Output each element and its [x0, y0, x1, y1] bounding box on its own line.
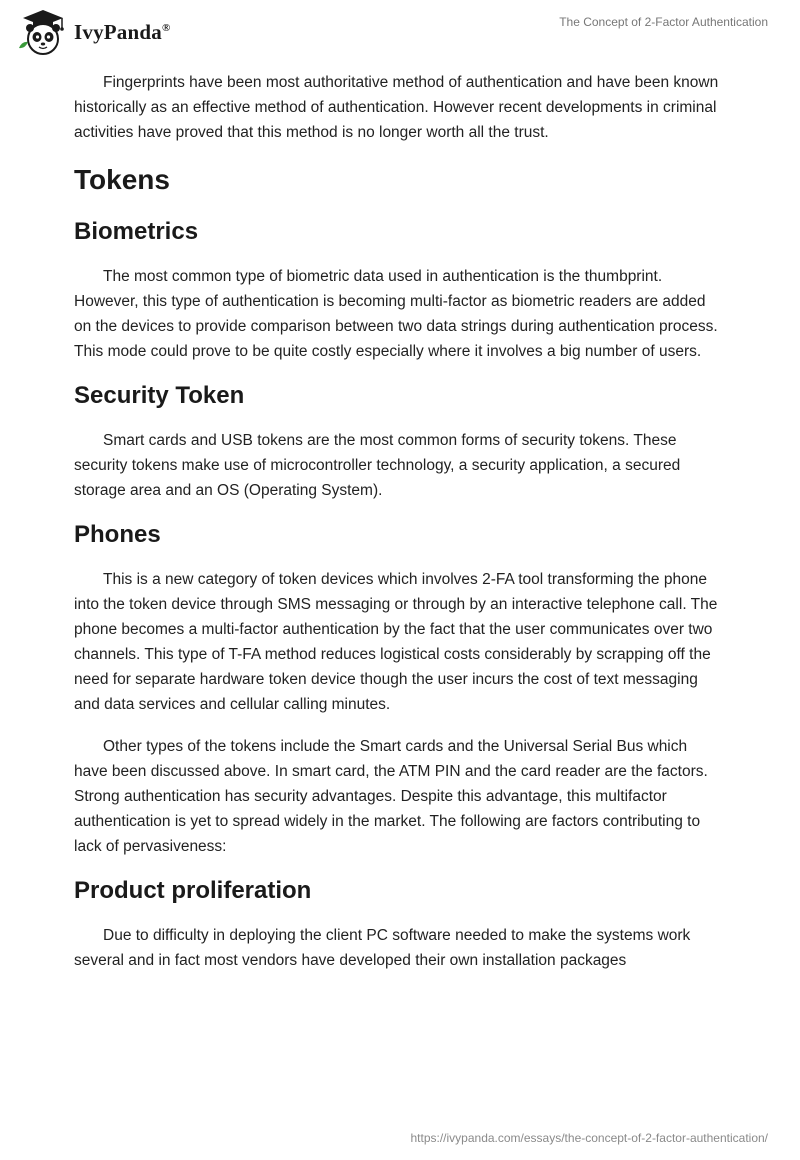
paragraph-product-proliferation: Due to difficulty in deploying the client PC software needed to make the systems work several and in fact most vendors have developed their own installation packages [74, 927, 691, 969]
paragraph-biometrics: The most common type of biometric data used in authentication is the thumbprint. However, this type of authentication is becoming multi-factor as biometric readers are added on the devices to provide comparison between two data strings during authentication process. This mode could prove to be quite costly especially where it involves a big number of users. [74, 268, 718, 360]
brand-name: IvyPanda® [74, 19, 171, 44]
heading-biometrics: Biometrics [74, 218, 199, 245]
essay-body [74, 70, 724, 990]
panda-graduate-icon [16, 8, 70, 56]
heading-tokens: Tokens [74, 164, 170, 195]
paragraph-security-token: Smart cards and USB tokens are the most common forms of security tokens. These security tokens make use of microcontroller technology, a security application, a secured storage area and an OS (Operating System). [74, 432, 681, 499]
paragraph-other-tokens: Other types of the tokens include the Smart cards and the Universal Serial Bus which have been discussed above. In smart card, the ATM PIN and the card reader are the factors. Strong authentication has security advantages. Despite this advantage, this multifactor authentication is yet to spread widely in the market. The following are factors contributing to lack of pervasiveness: [74, 738, 708, 855]
heading-product-proliferation: Product proliferation [74, 877, 312, 904]
paragraph-fingerprints: Fingerprints have been most authoritative method of authentication and have been known historically as an effective method of authentication. However recent developments in criminal activities have proved that this method is no longer worth all the trust. [74, 74, 719, 141]
paragraph-phones: This is a new category of token devices which involves 2-FA tool transforming the phone into the token device through SMS messaging or through by an interactive telephone call. The phone becomes a multi-factor authentication by the fact that the user communicates over two channels. This type of T-FA method reduces logistical costs considerably by scrapping off the need for separate hardware token device though the user incurs the cost of text messaging and data services and cellular calling minutes. [74, 571, 718, 713]
source-url-link[interactable]: https://ivypanda.com/essays/the-concept-of-2-factor-authentication/ [410, 1131, 768, 1145]
heading-phones: Phones [74, 521, 161, 548]
document-title: The Concept of 2-Factor Authentication [559, 15, 768, 29]
page-header [0, 0, 800, 60]
ivypanda-logo[interactable] [16, 8, 170, 56]
heading-security-token: Security Token [74, 382, 245, 409]
